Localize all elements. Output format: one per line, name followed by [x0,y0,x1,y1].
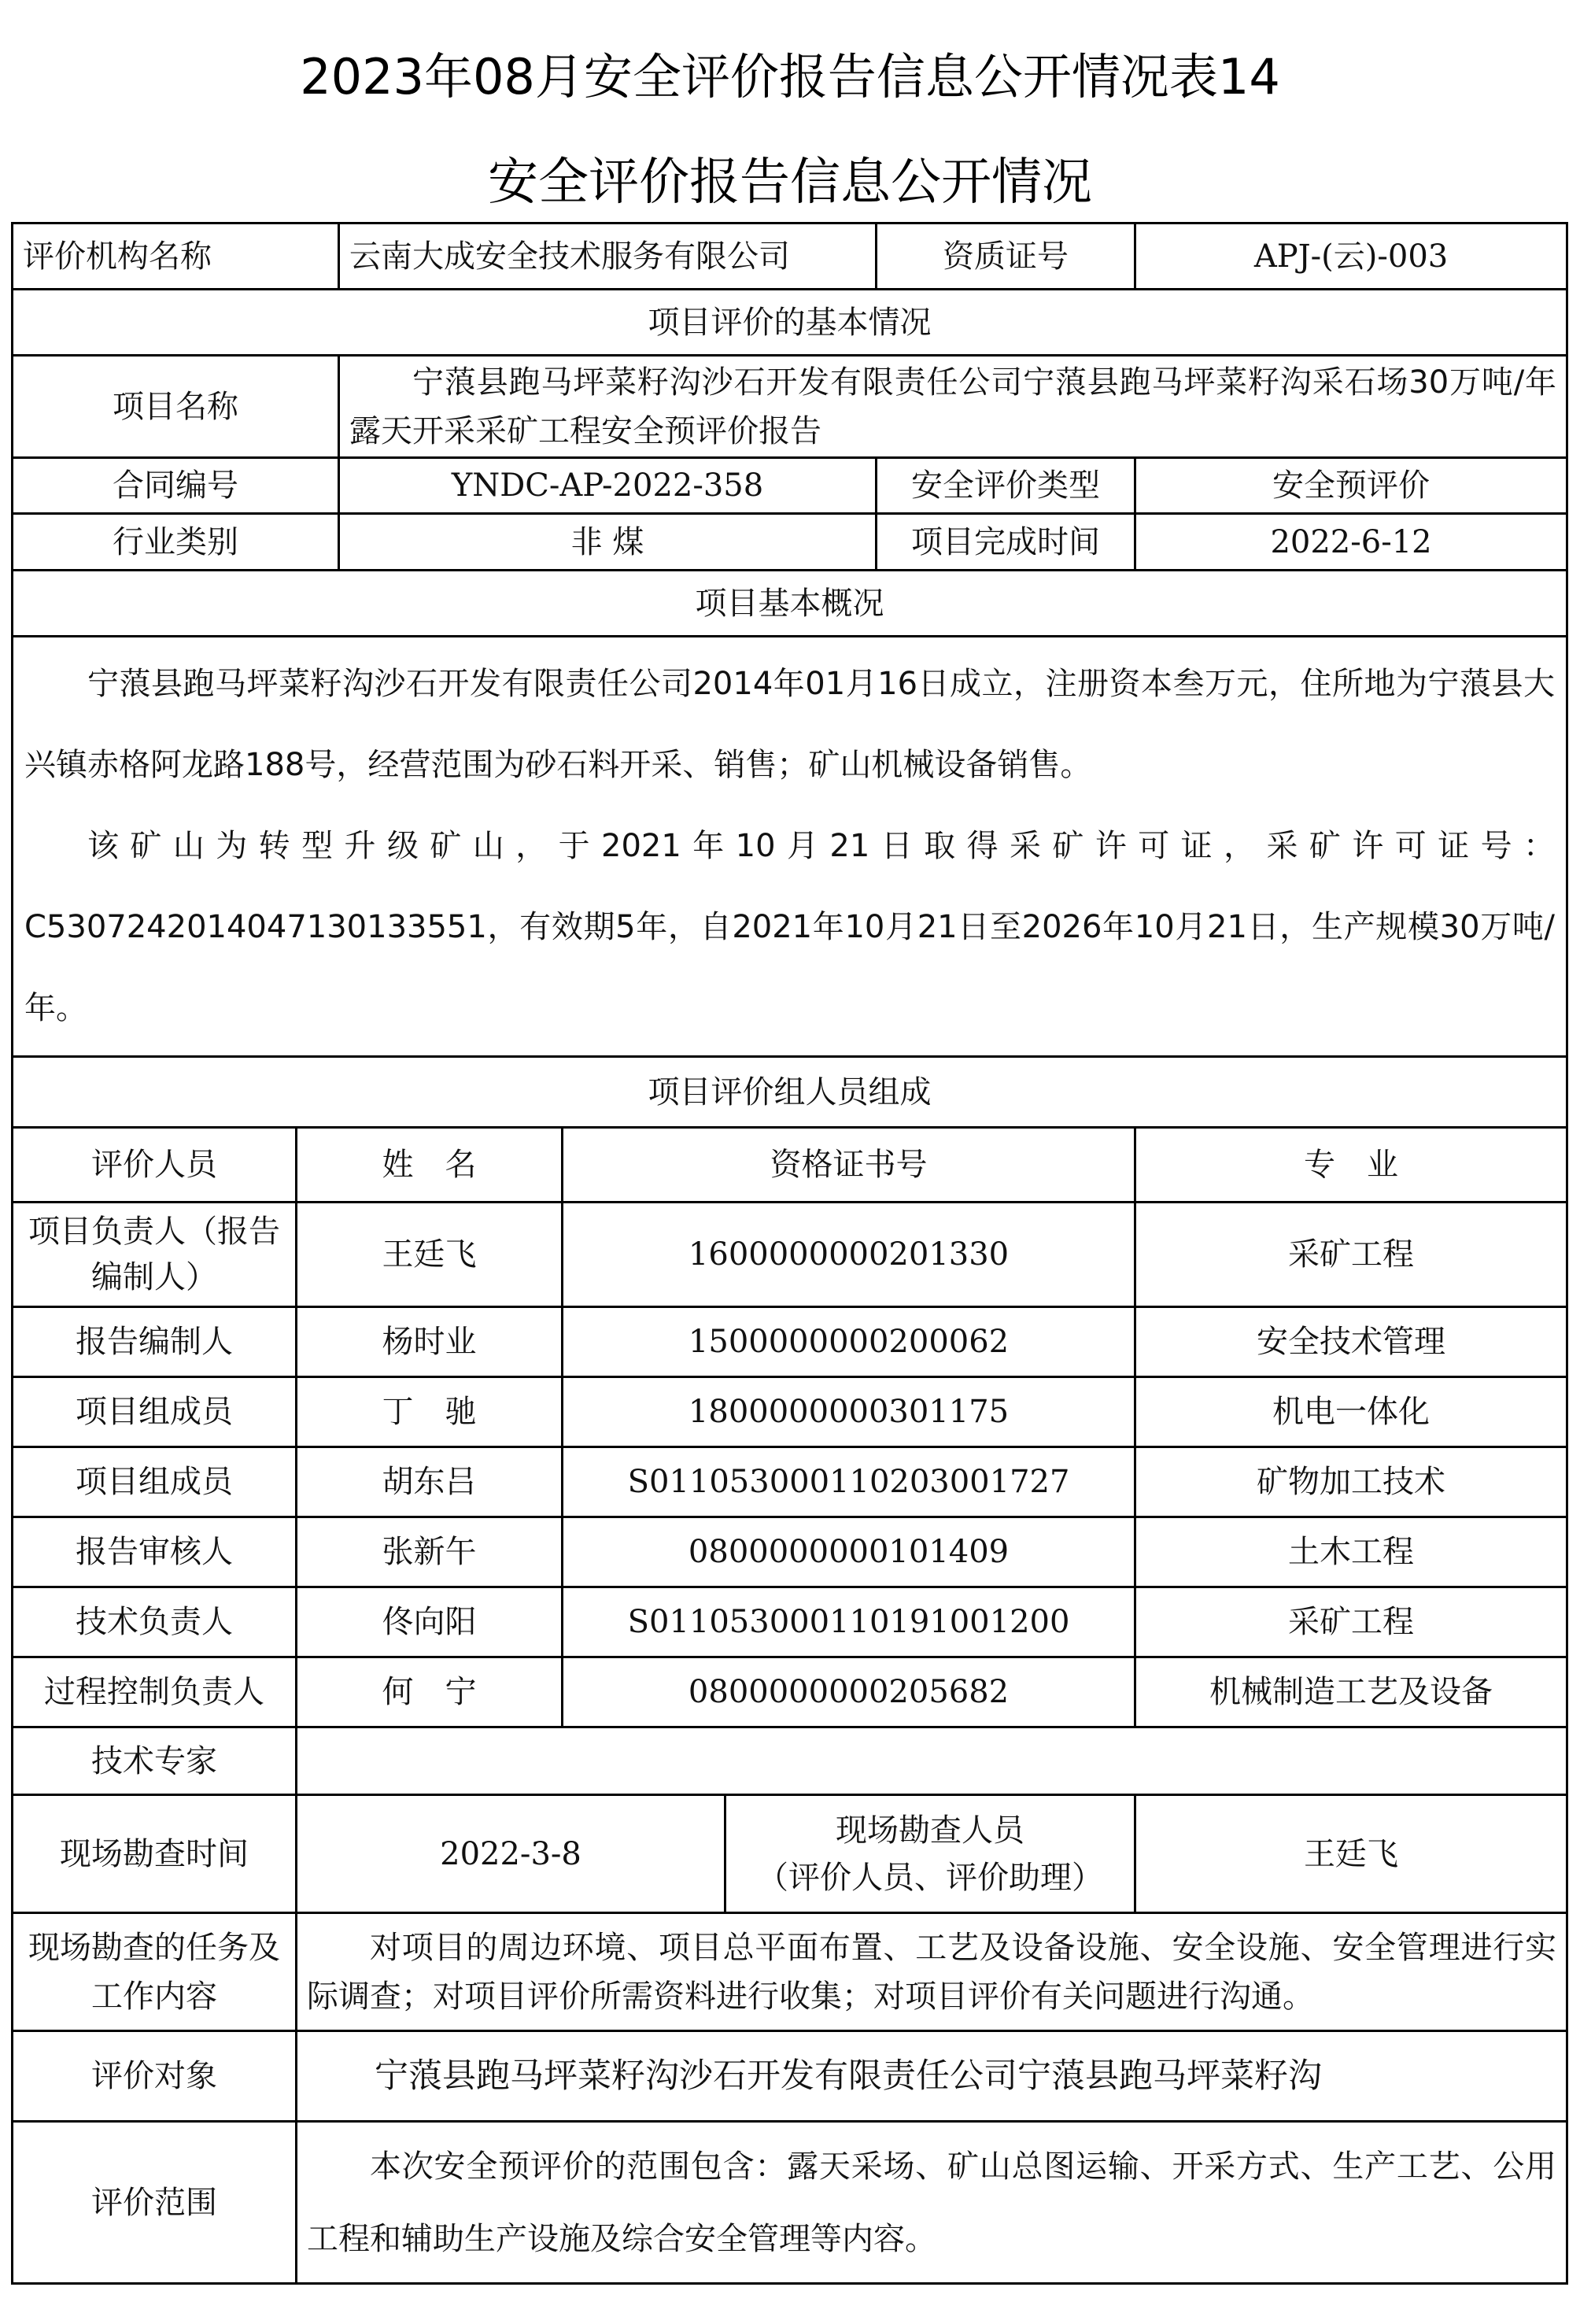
team-name: 王廷飞 [297,1203,563,1307]
team-major: 采矿工程 [1135,1587,1567,1657]
scope-label: 评价范围 [13,2122,297,2284]
team-name: 张新午 [297,1517,563,1587]
team-header-role: 评价人员 [13,1128,297,1203]
survey-people-label-line2: （评价人员、评价助理） [757,1859,1104,1896]
team-cert: 1600000000201330 [563,1203,1135,1307]
team-name: 佟向阳 [297,1587,563,1657]
table-row [13,1587,1567,1657]
project-name-label: 项目名称 [13,356,339,458]
org-label: 评价机构名称 [13,224,339,290]
survey-people-label [725,1795,1135,1913]
overview-paragraph-1: 宁蒗县跑马坪菜籽沟沙石开发有限责任公司2014年01月16日成立，注册资本叁万元，住所地为宁蒗县大兴镇赤格阿龙路188号，经营范围为砂石料开采、销售；矿山机械设备销售。 [24,666,1556,783]
task-value: 对项目的周边环境、项目总平面布置、工艺及设备设施、安全设施、安全管理进行实际调查；对项目评价所需资料进行收集；对项目评价有关问题进行沟通。 [297,1913,1567,2031]
team-role: 项目组成员 [13,1447,297,1517]
team-cert: 0800000000205682 [563,1657,1135,1727]
team-cert: S011053000110203001727 [563,1447,1135,1517]
section-overview-heading: 项目基本概况 [13,571,1567,637]
team-cert: S011053000110191001200 [563,1587,1135,1657]
document-subtitle: 安全评价报告信息公开情况 [488,153,1092,212]
section-basic-heading: 项目评价的基本情况 [13,290,1567,356]
cert-label: 资质证号 [877,224,1135,290]
team-header-major: 专 业 [1135,1128,1567,1203]
table-row [13,1517,1567,1587]
team-major: 土木工程 [1135,1517,1567,1587]
team-name: 何 宁 [297,1657,563,1727]
task-label: 现场勘查的任务及工作内容 [13,1913,297,2031]
table-row [13,1377,1567,1447]
team-header-name: 姓 名 [297,1128,563,1203]
team-role: 技术负责人 [13,1587,297,1657]
overview-cell [13,637,1567,1057]
eval-type-value: 安全预评价 [1135,458,1567,514]
survey-time-value: 2022-3-8 [297,1795,725,1913]
completion-value: 2022-6-12 [1135,514,1567,571]
team-name: 丁 驰 [297,1377,563,1447]
section-team-heading: 项目评价组人员组成 [13,1057,1567,1128]
org-value: 云南大成安全技术服务有限公司 [339,224,877,290]
team-major: 矿物加工技术 [1135,1447,1567,1517]
team-role: 报告审核人 [13,1517,297,1587]
survey-people-label-line1: 现场勘查人员 [836,1812,1025,1849]
survey-time-label: 现场勘查时间 [13,1795,297,1913]
table-row [13,1203,1567,1307]
overview-paragraph-2: 该矿山为转型升级矿山，于2021年10月21日取得采矿许可证，采矿许可证号：C5307242014047130133551，有效期5年，自2021年10月21日至2026年10月21日，生产规模30万吨/年。 [24,828,1556,1026]
expert-label: 技术专家 [13,1727,297,1795]
team-major: 安全技术管理 [1135,1307,1567,1377]
industry-label: 行业类别 [13,514,339,571]
object-value: 宁蒗县跑马坪菜籽沟沙石开发有限责任公司宁蒗县跑马坪菜籽沟 [297,2031,1567,2122]
object-label: 评价对象 [13,2031,297,2122]
table-row [13,1657,1567,1727]
team-name: 胡东吕 [297,1447,563,1517]
team-role: 项目组成员 [13,1377,297,1447]
table-row [13,1447,1567,1517]
table-row [13,1307,1567,1377]
team-major: 机械制造工艺及设备 [1135,1657,1567,1727]
team-header-row [13,1128,1567,1203]
contract-label: 合同编号 [13,458,339,514]
eval-type-label: 安全评价类型 [877,458,1135,514]
expert-value [297,1727,1567,1795]
industry-value: 非 煤 [339,514,877,571]
scope-value: 本次安全预评价的范围包含：露天采场、矿山总图运输、开采方式、生产工艺、公用工程和辅助生产设施及综合安全管理等内容。 [297,2122,1567,2284]
team-role: 项目负责人（报告编制人） [13,1203,297,1307]
disclosure-table [11,222,1568,2285]
completion-label: 项目完成时间 [877,514,1135,571]
cert-value: APJ-(云)-003 [1135,224,1567,290]
org-row [13,224,1567,290]
team-header-cert: 资格证书号 [563,1128,1135,1203]
team-name: 杨时业 [297,1307,563,1377]
survey-people-value: 王廷飞 [1135,1795,1567,1913]
team-role: 报告编制人 [13,1307,297,1377]
team-major: 采矿工程 [1135,1203,1567,1307]
team-major: 机电一体化 [1135,1377,1567,1447]
project-name-value: 宁蒗县跑马坪菜籽沟沙石开发有限责任公司宁蒗县跑马坪菜籽沟采石场30万吨/年露天开采采矿工程安全预评价报告 [339,356,1567,458]
document-title: 2023年08月安全评价报告信息公开情况表14 [300,48,1280,105]
team-role: 过程控制负责人 [13,1657,297,1727]
contract-value: YNDC-AP-2022-358 [339,458,877,514]
team-cert: 0800000000101409 [563,1517,1135,1587]
team-cert: 1500000000200062 [563,1307,1135,1377]
team-cert: 1800000000301175 [563,1377,1135,1447]
